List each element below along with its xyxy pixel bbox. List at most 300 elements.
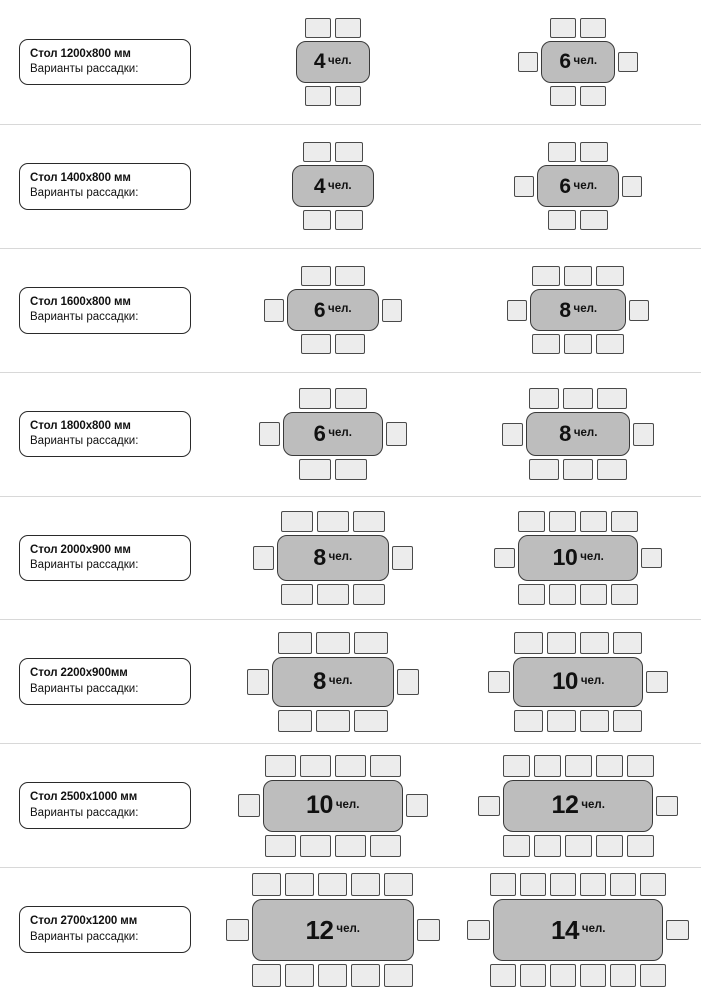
seating-variant (456, 873, 701, 987)
top-seat-row (305, 18, 361, 38)
right-seat-group (382, 299, 402, 322)
seating-variant (210, 388, 456, 480)
seat (580, 584, 607, 605)
table-size-subtitle: Варианты рассадки: (30, 311, 139, 324)
seat (520, 964, 546, 987)
seat (563, 459, 593, 480)
seat (247, 669, 269, 695)
table-diagram (247, 632, 419, 732)
seat (384, 873, 413, 896)
seat (596, 266, 624, 286)
seat (335, 210, 363, 230)
table-diagram (238, 755, 428, 857)
capacity-unit: чел. (328, 179, 352, 192)
table-diagram (292, 142, 374, 230)
table-middle-row (467, 899, 689, 961)
variants-container (210, 266, 701, 354)
table-diagram (514, 142, 642, 230)
seat (303, 210, 331, 230)
seat (547, 632, 576, 654)
bottom-seat-row (532, 334, 624, 354)
table-middle-row (253, 535, 413, 581)
table-middle-row (259, 412, 407, 456)
seat (613, 710, 642, 732)
bottom-seat-row (490, 964, 666, 987)
seat (640, 964, 666, 987)
top-seat-row (303, 142, 363, 162)
seat (518, 52, 538, 72)
table-diagram (494, 511, 662, 605)
table-size-label-box (19, 411, 191, 458)
seat (565, 835, 592, 857)
table-surface (287, 289, 379, 331)
capacity-number: 14 (551, 914, 579, 945)
top-seat-row (252, 873, 413, 896)
seat (534, 755, 561, 777)
capacity-unit: чел. (573, 179, 598, 192)
seat (503, 835, 530, 857)
seat (467, 920, 490, 940)
seat (507, 300, 527, 321)
top-seat-row (503, 755, 654, 777)
right-seat-group (417, 919, 440, 941)
seat (285, 873, 314, 896)
seat (305, 86, 331, 106)
label-cell (0, 658, 210, 705)
seat (580, 632, 609, 654)
top-seat-row (529, 388, 627, 409)
table-middle-row (238, 780, 428, 832)
seat (299, 388, 331, 409)
left-seat-group (238, 794, 260, 817)
seat (580, 86, 606, 106)
seating-variant (456, 388, 701, 480)
seat (622, 176, 642, 197)
seat (532, 266, 560, 286)
left-seat-group (253, 546, 274, 570)
table-size-subtitle: Варианты рассадки: (30, 682, 139, 695)
seat (397, 669, 419, 695)
seat (285, 964, 314, 987)
right-seat-group (622, 176, 642, 197)
seat (353, 511, 385, 532)
seat (596, 334, 624, 354)
table-size-row (0, 124, 701, 248)
table-surface (263, 780, 403, 832)
seat (265, 755, 296, 777)
capacity-unit: чел. (573, 303, 598, 316)
label-cell (0, 39, 210, 86)
table-size-row (0, 496, 701, 620)
table-size-title: Стол 2500x1000 мм (30, 791, 138, 804)
table-surface (252, 899, 414, 961)
table-size-subtitle: Варианты рассадки: (30, 435, 139, 448)
table-diagram (296, 18, 370, 106)
capacity-unit: чел. (335, 798, 360, 811)
capacity-number: 6 (313, 421, 326, 447)
table-size-row (0, 867, 701, 991)
seat (252, 873, 281, 896)
seat (520, 873, 546, 896)
table-size-row (0, 248, 701, 372)
seat (318, 873, 347, 896)
capacity-number: 10 (552, 667, 578, 695)
seat (534, 835, 561, 857)
table-middle-row (518, 41, 638, 83)
table-surface (283, 412, 383, 456)
bottom-seat-row (278, 710, 388, 732)
table-diagram (467, 873, 689, 987)
table-size-label-box (19, 906, 191, 953)
table-size-title: Стол 1400x800 мм (30, 171, 131, 184)
seat (666, 920, 689, 940)
seat (335, 18, 361, 38)
seat (610, 873, 636, 896)
left-seat-group (502, 423, 523, 446)
table-surface (513, 657, 643, 707)
right-seat-group (618, 52, 638, 72)
left-seat-group (247, 669, 269, 695)
table-surface (537, 165, 619, 207)
seating-variant (456, 755, 701, 857)
seat (640, 873, 666, 896)
variants-container (210, 388, 701, 480)
table-size-title: Стол 2200x900мм (30, 667, 128, 680)
left-seat-group (264, 299, 284, 322)
table-surface (518, 535, 638, 581)
capacity-unit: чел. (581, 922, 606, 935)
seat (627, 755, 654, 777)
capacity-number: 8 (313, 667, 326, 695)
right-seat-group (646, 671, 668, 693)
seat (406, 794, 428, 817)
right-seat-group (406, 794, 428, 817)
seat (354, 632, 388, 654)
seat (633, 423, 654, 446)
seat (259, 422, 280, 446)
seat (646, 671, 668, 693)
seat (580, 511, 607, 532)
variants-container (210, 632, 701, 732)
seat (305, 18, 331, 38)
seat (478, 796, 500, 816)
seat (618, 52, 638, 72)
table-surface (277, 535, 389, 581)
table-size-subtitle: Варианты рассадки: (30, 806, 139, 819)
seat (335, 266, 365, 286)
seat (351, 873, 380, 896)
seat (384, 964, 413, 987)
bottom-seat-row (518, 584, 638, 605)
seat (580, 210, 608, 230)
capacity-number: 12 (551, 791, 579, 820)
table-middle-row (478, 780, 678, 832)
seat (335, 835, 366, 857)
seat (226, 919, 249, 941)
seat (580, 142, 608, 162)
seat (596, 755, 623, 777)
seat (597, 388, 627, 409)
left-seat-group (518, 52, 538, 72)
table-surface (493, 899, 663, 961)
table-size-title: Стол 1800x800 мм (30, 419, 131, 432)
label-cell (0, 906, 210, 953)
left-seat-group (259, 422, 280, 446)
capacity-number: 4 (313, 50, 326, 74)
seat (335, 388, 367, 409)
bottom-seat-row (305, 86, 361, 106)
seat (550, 86, 576, 106)
seating-variant (456, 632, 701, 732)
seating-variant (210, 632, 456, 732)
table-middle-row (226, 899, 440, 961)
table-middle-row (292, 165, 374, 207)
capacity-number: 10 (306, 791, 333, 820)
capacity-number: 6 (313, 298, 326, 322)
seat (335, 142, 363, 162)
seat (335, 755, 366, 777)
capacity-number: 4 (313, 174, 326, 198)
left-seat-group (507, 300, 527, 321)
right-seat-group (392, 546, 413, 570)
capacity-number: 12 (305, 914, 334, 945)
table-size-label-box (19, 782, 191, 829)
table-size-row (0, 0, 701, 124)
seat (514, 176, 534, 197)
seating-variant (210, 18, 456, 106)
seat (580, 18, 606, 38)
table-diagram (253, 511, 413, 605)
seat (281, 511, 313, 532)
top-seat-row (548, 142, 608, 162)
table-surface (272, 657, 394, 707)
capacity-unit: чел. (336, 922, 360, 935)
seating-variant (456, 18, 701, 106)
left-seat-group (226, 919, 249, 941)
bottom-seat-row (252, 964, 413, 987)
bottom-seat-row (529, 459, 627, 480)
top-seat-row (518, 511, 638, 532)
capacity-number: 6 (559, 174, 571, 198)
table-size-title: Стол 2700x1200 мм (30, 915, 138, 928)
seat (386, 422, 407, 446)
table-size-label-box (19, 535, 191, 582)
capacity-number: 8 (313, 544, 326, 571)
seat (490, 873, 516, 896)
seat (597, 459, 627, 480)
right-seat-group (666, 920, 689, 940)
table-diagram (478, 755, 678, 857)
seat (353, 584, 385, 605)
seat (351, 964, 380, 987)
seat (301, 266, 331, 286)
capacity-unit: чел. (573, 427, 598, 440)
table-middle-row (264, 289, 402, 331)
capacity-unit: чел. (581, 798, 605, 811)
seat (370, 755, 401, 777)
capacity-number: 8 (559, 298, 571, 322)
seat (503, 755, 530, 777)
top-seat-row (532, 266, 624, 286)
seat (502, 423, 523, 446)
bottom-seat-row (550, 86, 606, 106)
seat (611, 511, 638, 532)
capacity-number: 8 (559, 421, 571, 447)
bottom-seat-row (303, 210, 363, 230)
table-middle-row (247, 657, 419, 707)
label-cell (0, 782, 210, 829)
seat (281, 584, 313, 605)
seat (580, 964, 606, 987)
table-middle-row (502, 412, 654, 456)
variants-container (210, 755, 701, 857)
capacity-number: 6 (559, 50, 571, 74)
label-cell (0, 287, 210, 334)
table-diagram (259, 388, 407, 480)
top-seat-row (299, 388, 367, 409)
table-diagram (502, 388, 654, 480)
variants-container (210, 873, 701, 987)
bottom-seat-row (301, 334, 365, 354)
table-size-subtitle: Варианты рассадки: (30, 558, 139, 571)
seat (564, 266, 592, 286)
bottom-seat-row (503, 835, 654, 857)
table-diagram (488, 632, 668, 732)
seat (417, 919, 440, 941)
capacity-unit: чел. (328, 303, 352, 316)
seat (547, 710, 576, 732)
seating-variant (456, 511, 701, 605)
top-seat-row (550, 18, 606, 38)
seat (316, 710, 350, 732)
seat (550, 873, 576, 896)
bottom-seat-row (514, 710, 642, 732)
table-diagram (507, 266, 649, 354)
seating-variant (210, 755, 456, 857)
seat (563, 388, 593, 409)
seat (549, 584, 576, 605)
table-diagram (226, 873, 440, 987)
seat (518, 511, 545, 532)
table-size-subtitle: Варианты рассадки: (30, 187, 139, 200)
seating-variant (456, 142, 701, 230)
top-seat-row (265, 755, 401, 777)
variants-container (210, 18, 701, 106)
seat (300, 835, 331, 857)
seating-variant (210, 266, 456, 354)
table-size-subtitle: Варианты рассадки: (30, 930, 139, 943)
seat (565, 755, 592, 777)
top-seat-row (278, 632, 388, 654)
seat (529, 459, 559, 480)
table-surface (541, 41, 615, 83)
seat (253, 546, 274, 570)
seat (303, 142, 331, 162)
seat (548, 210, 576, 230)
seat (548, 142, 576, 162)
table-middle-row (296, 41, 370, 83)
seat (252, 964, 281, 987)
table-surface (292, 165, 374, 207)
table-size-row (0, 619, 701, 743)
capacity-unit: чел. (328, 427, 352, 440)
seat (529, 388, 559, 409)
seat (278, 710, 312, 732)
table-diagram (264, 266, 402, 354)
seat (580, 710, 609, 732)
seat (335, 334, 365, 354)
seating-variant (210, 142, 456, 230)
capacity-unit: чел. (328, 55, 352, 68)
seat (629, 300, 649, 321)
seat (550, 964, 576, 987)
table-size-label-box (19, 163, 191, 210)
table-size-label-box (19, 287, 191, 334)
right-seat-group (386, 422, 407, 446)
seat (382, 299, 402, 322)
seating-variant (210, 511, 456, 605)
seat (494, 548, 515, 568)
seat (335, 459, 367, 480)
table-size-row (0, 743, 701, 867)
table-middle-row (514, 165, 642, 207)
label-cell (0, 163, 210, 210)
capacity-unit: чел. (580, 675, 605, 688)
capacity-unit: чел. (328, 675, 353, 688)
seat (627, 835, 654, 857)
capacity-unit: чел. (573, 55, 598, 68)
seat (518, 584, 545, 605)
top-seat-row (490, 873, 666, 896)
table-surface (530, 289, 626, 331)
table-middle-row (507, 289, 649, 331)
seat (613, 632, 642, 654)
seat (317, 584, 349, 605)
table-size-label-box (19, 658, 191, 705)
capacity-number: 10 (552, 544, 578, 571)
table-middle-row (494, 535, 662, 581)
seat (564, 334, 592, 354)
right-seat-group (641, 548, 662, 568)
seat (549, 511, 576, 532)
right-seat-group (633, 423, 654, 446)
table-middle-row (488, 657, 668, 707)
seat (318, 964, 347, 987)
right-seat-group (656, 796, 678, 816)
left-seat-group (494, 548, 515, 568)
table-size-subtitle: Варианты рассадки: (30, 62, 139, 75)
variants-container (210, 142, 701, 230)
seat (238, 794, 260, 817)
seat (611, 584, 638, 605)
table-surface (296, 41, 370, 83)
seat (316, 632, 350, 654)
table-diagram (518, 18, 638, 106)
right-seat-group (397, 669, 419, 695)
seat (300, 755, 331, 777)
seating-variant (210, 873, 456, 987)
seat (265, 835, 296, 857)
seat (514, 632, 543, 654)
seat (264, 299, 284, 322)
seat (596, 835, 623, 857)
bottom-seat-row (265, 835, 401, 857)
capacity-unit: чел. (328, 551, 353, 564)
table-surface (503, 780, 653, 832)
label-cell (0, 411, 210, 458)
label-cell (0, 535, 210, 582)
seat (580, 873, 606, 896)
